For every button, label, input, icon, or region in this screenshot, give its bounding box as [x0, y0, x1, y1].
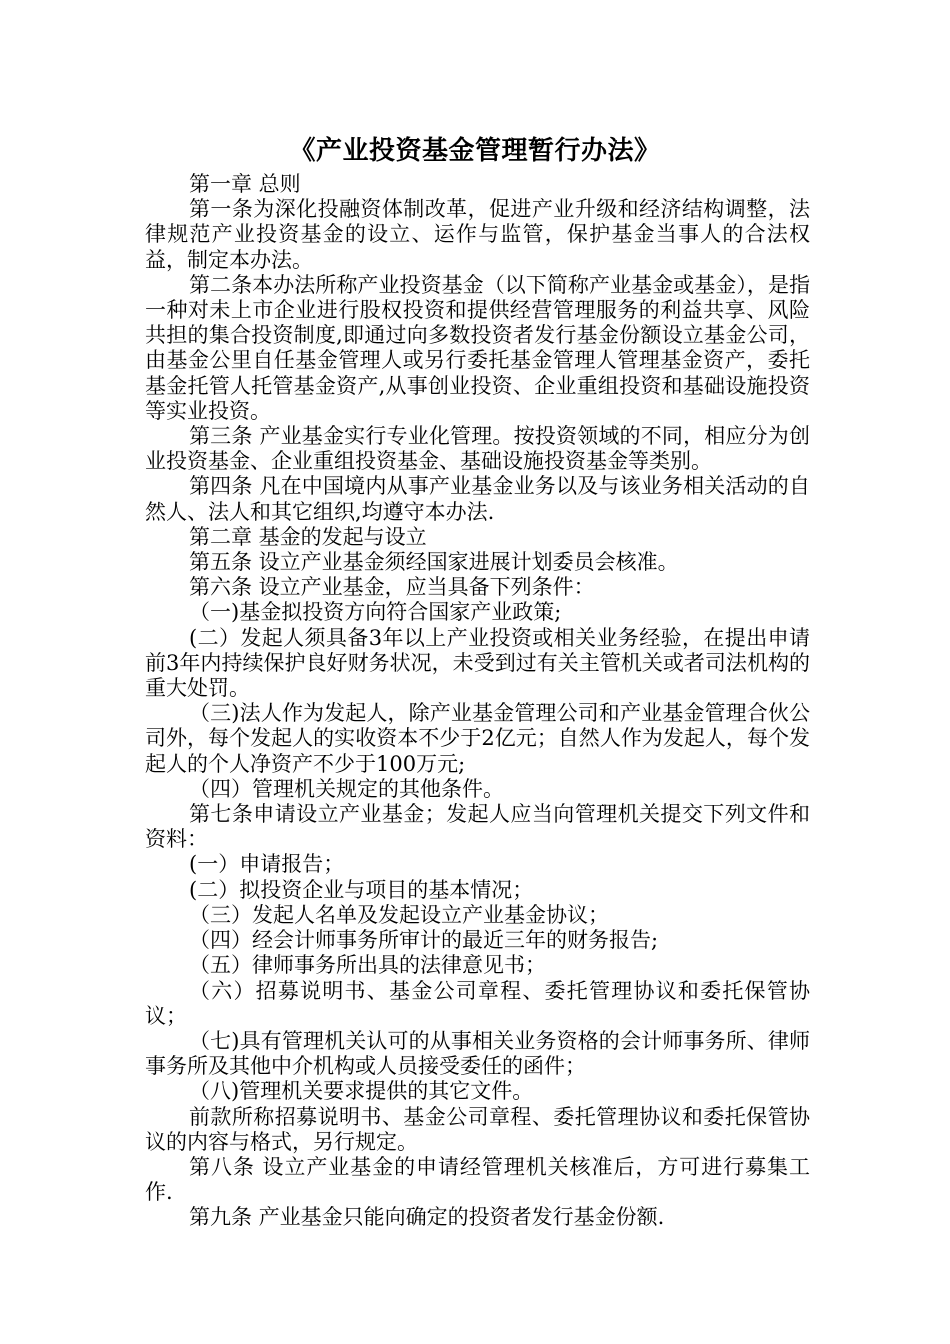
paragraph-article-7-item-1: (一）申请报告； — [189, 852, 345, 877]
paragraph-article-7-note: 前款所称招募说明书、基金公司章程、委托管理协议和委托保管协议的内容与格式，另行规定。 — [145, 1104, 810, 1154]
paragraph-article-3: 第三条 产业基金实行专业化管理。按投资领域的不同，相应分为创业投资基金、企业重组投资基金、基础设施投资基金等类别。 — [145, 424, 810, 474]
paragraph-article-7-item-6: （六）招募说明书、基金公司章程、委托管理协议和委托保管协议； — [145, 978, 810, 1028]
paragraph-article-7-item-7: （七)具有管理机关认可的从事相关业务资格的会计师事务所、律师事务所及其他中介机构或人员接受委任的函件； — [145, 1028, 810, 1079]
paragraph-chapter-1: 第一章 总则 — [189, 172, 301, 196]
document-body — [145, 172, 810, 1231]
paragraph-article-7-item-5: （五）律师事务所出具的法律意见书； — [189, 953, 546, 978]
paragraph-article-6-item-2: (二）发起人须具备3年以上产业投资或相关业务经验，在提出申请前3年内持续保护良好财务状况，未受到过有关主管机关或者司法机构的重大处罚。 — [145, 625, 810, 701]
paragraph-article-2: 第二条本办法所称产业投资基金（以下简称产业基金或基金），是指一种对未上市企业进行股权投资和提供经营管理服务的利益共享、风险共担的集合投资制度,即通过向多数投资者发行基金份额设立基金公司，由基金公里自任基金管理人或另行委托基金管理人管理基金资产，委托基金托管人托管基金资产,从事创业投资、企业重组投资和基础设施投资等实业投资。 — [145, 272, 810, 423]
document-title: 《产业投资基金管理暂行办法》 — [289, 136, 661, 166]
paragraph-article-6-item-3: （三)法人作为发起人，除产业基金管理公司和产业基金管理合伙公司外，每个发起人的实收资本不少于2亿元；自然人作为发起人，每个发起人的个人净资产不少于100万元; — [145, 701, 810, 776]
paragraph-article-7-item-4: （四）经会计师事务所审计的最近三年的财务报告; — [189, 928, 659, 953]
paragraph-article-8: 第八条 设立产业基金的申请经管理机关核准后，方可进行募集工作. — [145, 1154, 810, 1205]
paragraph-article-5: 第五条 设立产业基金须经国家进展计划委员会核准。 — [189, 550, 679, 575]
paragraph-article-6-item-4: （四）管理机关规定的其他条件。 — [189, 776, 504, 801]
paragraph-article-7-item-3: （三）发起人名单及发起设立产业基金协议； — [189, 902, 609, 927]
paragraph-article-6-item-1: （一)基金拟投资方向符合国家产业政策; — [189, 600, 562, 625]
paragraph-chapter-2: 第二章 基金的发起与设立 — [189, 524, 427, 549]
paragraph-article-7: 第七条申请设立产业基金；发起人应当向管理机关提交下列文件和资料： — [145, 802, 810, 852]
paragraph-article-7-item-8: （八)管理机关要求提供的其它文件。 — [189, 1079, 534, 1104]
paragraph-article-1: 第一条为深化投融资体制改革，促进产业升级和经济结构调整，法律规范产业投资基金的设立、运作与监管，保护基金当事人的合法权益，制定本办法。 — [145, 197, 810, 272]
paragraph-article-6: 第六条 设立产业基金，应当具备下列条件： — [189, 575, 595, 600]
paragraph-article-9: 第九条 产业基金只能向确定的投资者发行基金份额. — [189, 1205, 665, 1230]
paragraph-article-7-item-2: (二）拟投资企业与项目的基本情况； — [189, 877, 534, 902]
paragraph-article-4: 第四条 凡在中国境内从事产业基金业务以及与该业务相关活动的自然人、法人和其它组织,均遵守本办法. — [145, 474, 810, 524]
